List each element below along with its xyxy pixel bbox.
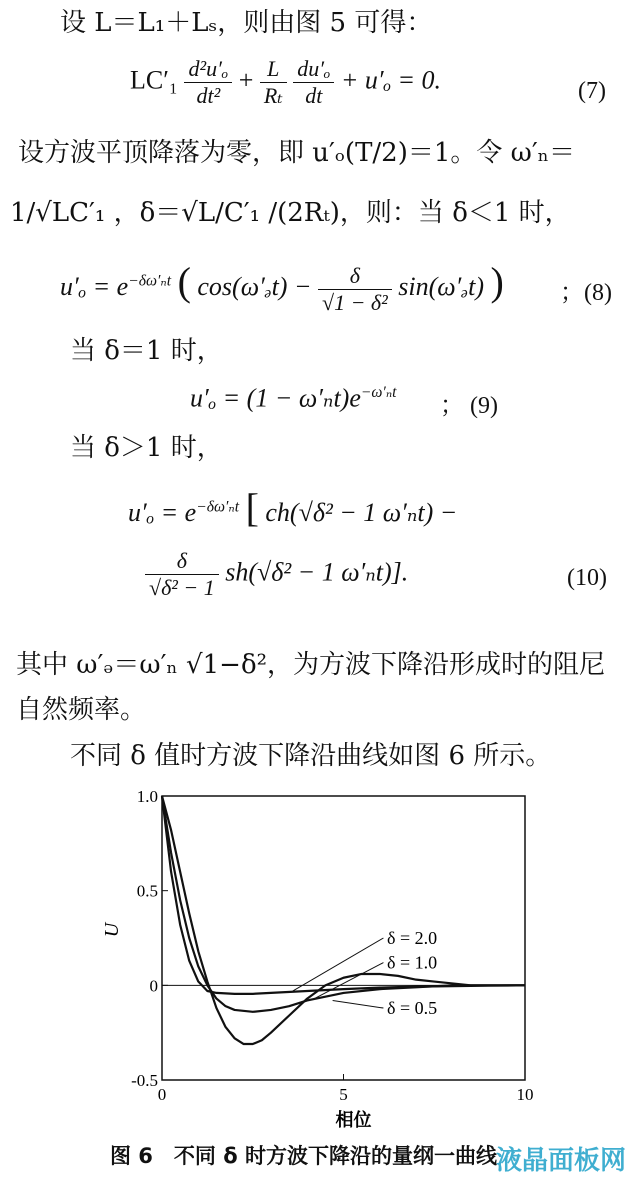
eq7-number: (7) <box>578 78 606 104</box>
text-line-2: 设方波平顶降落为零，即 u′ₒ(T/2)＝1。令 ω′ₙ＝ <box>18 138 576 168</box>
eq9-body: u′ₒ = (1 − ω′ₙt)e <box>190 383 361 413</box>
text-line-6: 其中 ω′ₔ＝ω′ₙ √1−δ²，为方波下降沿形成时的阻尼 <box>16 650 606 680</box>
eq10-sh: sh(√δ² − 1 ω′ₙt)]. <box>225 557 409 587</box>
eq8-cos: cos(ω′ₔt) − <box>197 272 312 301</box>
watermark: 液晶面板网 <box>496 1146 627 1176</box>
x-tick-label: 5 <box>339 1085 348 1104</box>
y-tick-label: 1.0 <box>136 787 158 806</box>
eq10-numerator: δ <box>145 550 219 575</box>
annotation-label: δ = 1.0 <box>387 952 438 973</box>
text-line-5: 当 δ＞1 时， <box>70 433 223 463</box>
y-tick-label: -0.5 <box>131 1071 158 1090</box>
series-line <box>162 796 525 994</box>
eq7-tail: + u′ₒ = 0. <box>340 65 442 95</box>
figure-caption: 图 6 不同 δ 时方波下降沿的量纲一曲线 <box>110 1144 497 1168</box>
equation-10-line-1: $u'_o = e^{-\delta\omega'_nt}$ [ ch(√δ² − 1 ω′ₙt) − <box>128 485 458 530</box>
eq10-exponent: −δω′ₙt <box>196 498 240 516</box>
equation-7: LC′₁ $\frac{\text{d²u′ₒ}}{\text{dt²}}$ + $\frac{L}{\text{Rₜ}}$ $\frac{\text{du′ₒ}}{dt}$ + u′ₒ = 0. <box>130 56 442 108</box>
eq10-ch: ch(√δ² − 1 ω′ₙt) − <box>265 498 458 527</box>
annotation-leader <box>293 938 384 991</box>
figure-6-chart <box>0 780 640 1140</box>
eq10-number: (10) <box>567 565 607 591</box>
text-line-1: 设 L＝L₁＋Lₛ，则由图 5 可得： <box>60 8 433 38</box>
annotation-leader <box>333 1000 384 1008</box>
series-line <box>162 796 525 1012</box>
eq8-numerator: δ <box>318 265 392 290</box>
y-axis-label: U <box>101 922 123 938</box>
annotation-label: δ = 2.0 <box>387 928 438 948</box>
plot-frame <box>162 796 525 1080</box>
eq9-number: ； (9) <box>440 393 498 419</box>
y-tick-label: 0.5 <box>136 881 158 901</box>
x-tick-label: 0 <box>157 1085 167 1104</box>
equation-9 <box>190 385 396 412</box>
text-line-8: 不同 δ 值时方波下降沿曲线如图 6 所示。 <box>70 741 552 771</box>
series-line <box>162 796 525 1044</box>
x-tick-label: 10 <box>516 1085 534 1104</box>
eq8-sin: sin(ω′ₔt) <box>398 272 484 301</box>
annotation-label: δ = 0.5 <box>387 998 438 1019</box>
eq8-number: ；(8) <box>560 280 612 306</box>
y-tick-label: 0 <box>149 976 158 996</box>
eq10-lhs: u′ₒ = e <box>128 498 197 527</box>
text-line-7: 自然频率。 <box>16 695 147 725</box>
x-axis-label: 相位 <box>335 1110 372 1130</box>
equation-10-line-2 <box>145 550 408 599</box>
eq8-exponent: −δω′ₙt <box>128 272 172 290</box>
equation-8: $u'_o = e^{-\delta\omega'_nt}$ ( cos(ω′ₔt) − $\frac{\delta}{\text{√1 − δ²}}$ sin(ω′ₔt) ) <box>60 259 504 315</box>
text-line-4: 当 δ＝1 时， <box>70 336 223 366</box>
eq10-denominator: √δ² − 1 <box>149 575 215 600</box>
eq8-denominator: √1 − δ² <box>322 289 388 315</box>
eq9-exponent: −ω′ₙt <box>360 384 397 401</box>
text-line-3: 1/√LC′₁ ，δ＝√L/C′₁ /(2Rₜ)，则：当 δ＜1 时， <box>10 198 571 228</box>
eq8-lhs: u′ₒ = e <box>60 272 129 301</box>
